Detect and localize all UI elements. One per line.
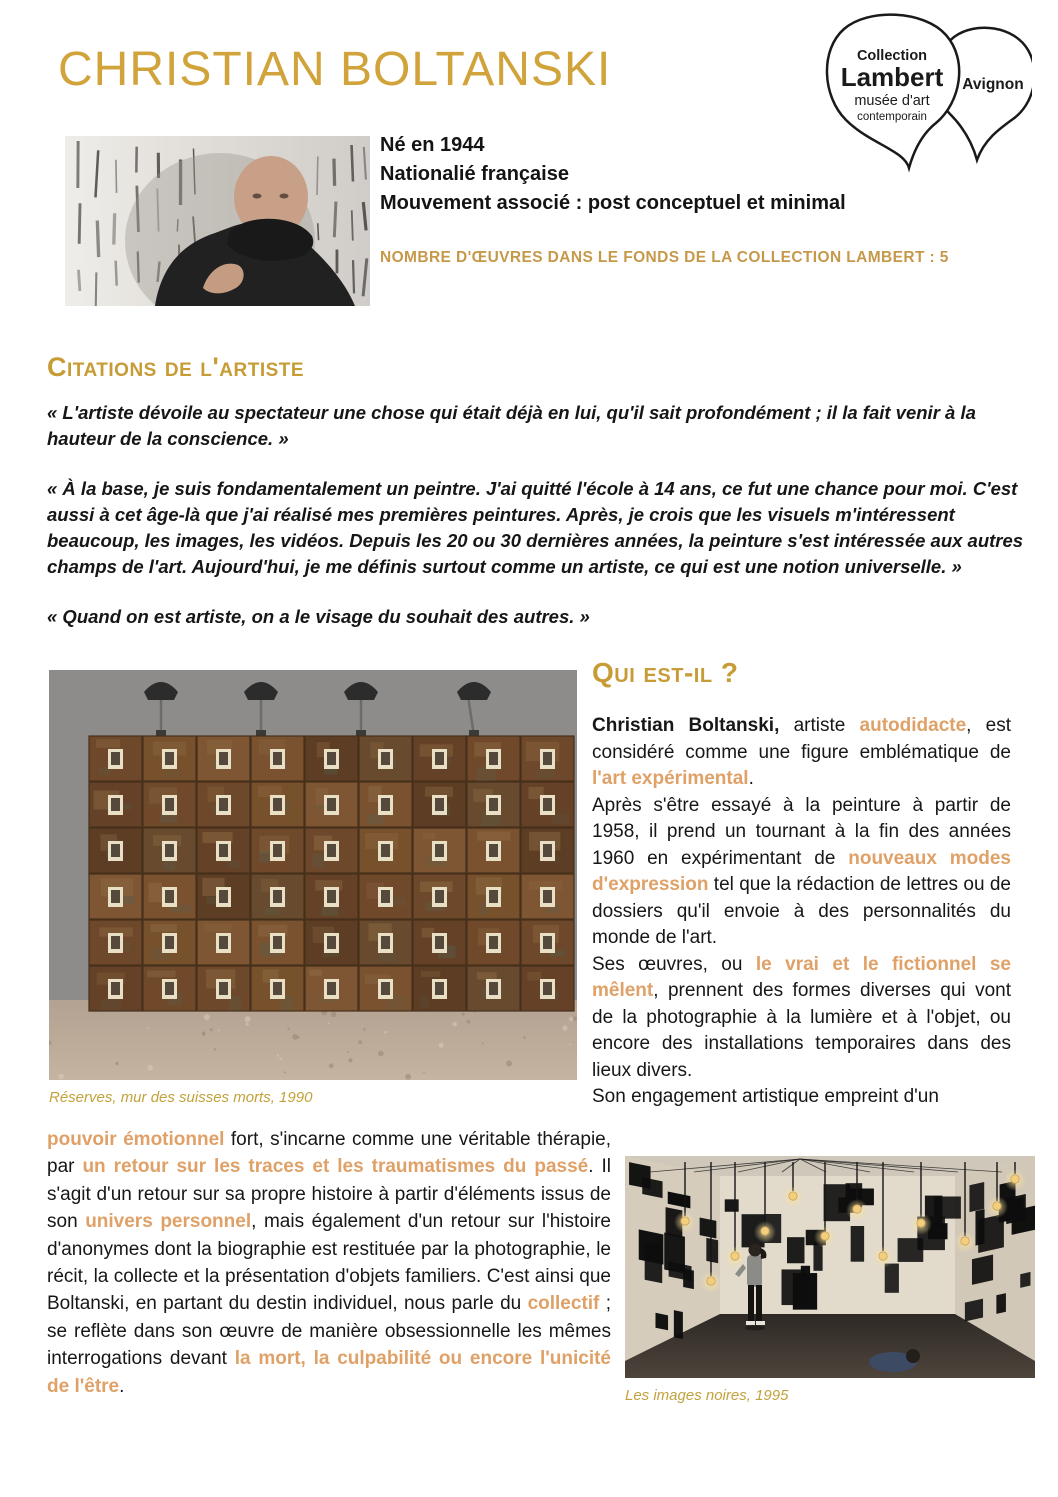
- noires-caption: Les images noires, 1995: [625, 1387, 789, 1404]
- images-noires-figure: [625, 1156, 1035, 1404]
- text-segment: . Il s'agit d'un retour sur sa propre histoire à partir d'éléments issus de son: [47, 1156, 611, 1233]
- text-segment: Christian Boltanski,: [592, 715, 780, 736]
- highlighted-phrase: collectif: [527, 1293, 600, 1315]
- continuation-paragraph: [47, 1126, 611, 1400]
- text-segment: .: [119, 1375, 125, 1397]
- text-segment: .: [748, 768, 754, 789]
- highlighted-phrase: pouvoir émotionnel: [47, 1129, 225, 1150]
- who-paragraph: [592, 1084, 1011, 1111]
- reserves-figure: [49, 670, 577, 1106]
- text-segment: ; se reflète dans son œuvre de manière obsessionnelle les mêmes interrogations devant: [47, 1293, 612, 1370]
- citations-section: [47, 352, 1025, 654]
- fact-born: Né en 1944: [380, 134, 485, 156]
- artist-quote: « Quand on est artiste, on a le visage du souhait des autres. »: [47, 606, 590, 627]
- reserves-installation-photo: [49, 670, 577, 1080]
- text-segment: tel que la rédaction de lettres ou de dossiers qu'il envoie à des personnalités du monde de l'art.: [592, 874, 1011, 948]
- highlighted-phrase: la mort, la culpabilité ou encore l'unicité de l'être: [47, 1348, 611, 1397]
- page-title: CHRISTIAN BOLTANSKI: [58, 43, 612, 96]
- text-segment: artiste: [779, 715, 860, 736]
- logo-avignon-label: Avignon: [962, 76, 1024, 93]
- who-paragraph: [592, 713, 1011, 793]
- artist-quote: « À la base, je suis fondamentalement un peintre. J'ai quitté l'école à 14 ans, ce fut une chance pour moi. C'est aussi à cet âge-là que j'ai réalisé mes premières peintures. Après, je crois que les visuels m'intéressent beaucoup, les images, les vidéos. Depuis les 20 ou 30 dernières années, la peinture s'est intéressée aux autres champs de l'art. Aujourd'hui, je me définis surtout comme un artiste, ce qui est une notion universelle. »: [47, 478, 1024, 577]
- text-segment: fort, s'incarne comme une véritable thérapie, par: [47, 1129, 612, 1178]
- text-segment: , mais également d'un retour sur l'histoire d'anonymes dont la biographie est restituée par la photographie, le récit, la collecte et la présentation d'objets familiers. C'est ainsi que Boltanski, en partant du destin individuel, nous parle du: [47, 1211, 611, 1315]
- who-heading: Qui est-il ?: [592, 657, 739, 688]
- text-segment: Ses œuvres, ou: [592, 953, 756, 975]
- artist-quote: « L'artiste dévoile au spectateur une chose qui était déjà en lui, qu'il sait profondément ; il la fait venir à la hauteur de la conscience. »: [47, 402, 976, 449]
- who-is-he-section: [592, 657, 1011, 1111]
- highlighted-phrase: un retour sur les traces et les traumatismes du passé: [82, 1156, 589, 1178]
- text-segment: Après s'être essayé à la peinture à partir de 1958, il prend un tournant à la fin des années 1960 en expérimentant de: [592, 794, 1011, 869]
- highlighted-phrase: autodidacte: [859, 715, 967, 736]
- text-segment: Son engagement artistique empreint d'un: [592, 1086, 939, 1107]
- logo-contemporain-label: contemporain: [857, 111, 927, 123]
- images-noires-photo: [625, 1156, 1035, 1378]
- logo-musee-label: musée d'art: [854, 93, 930, 109]
- artist-facts: [380, 131, 1014, 267]
- text-segment: , est considéré comme une figure emblématique de: [592, 715, 1011, 763]
- highlighted-phrase: nouveaux modes d'expression: [592, 847, 1011, 895]
- fact-movement: Mouvement associé : post conceptuel et minimal: [380, 192, 846, 214]
- fact-nationality: Nationalié française: [380, 163, 569, 185]
- highlighted-phrase: univers personnel: [85, 1211, 252, 1233]
- artist-portrait-photo: [65, 136, 370, 306]
- highlighted-phrase: le vrai et le fictionnel se mêlent: [592, 953, 1011, 1001]
- who-paragraph: [592, 793, 1011, 952]
- works-count-line: NOMBRE D'ŒUVRES DANS LE FONDS DE LA COLLECTION LAMBERT : 5: [380, 249, 949, 266]
- reserves-caption: Réserves, mur des suisses morts, 1990: [49, 1089, 313, 1106]
- logo-lambert-label: Lambert: [840, 62, 944, 92]
- text-segment: , prennent des formes diverses qui vont de la photographie à la lumière et à l'objet, ou encore des installations temporaires dans des lieux divers.: [592, 980, 1011, 1081]
- citations-heading: Citations de l'artiste: [47, 352, 305, 382]
- highlighted-phrase: l'art expérimental: [592, 768, 749, 789]
- logo-collection-label: Collection: [856, 48, 928, 64]
- who-paragraph: [592, 952, 1011, 1085]
